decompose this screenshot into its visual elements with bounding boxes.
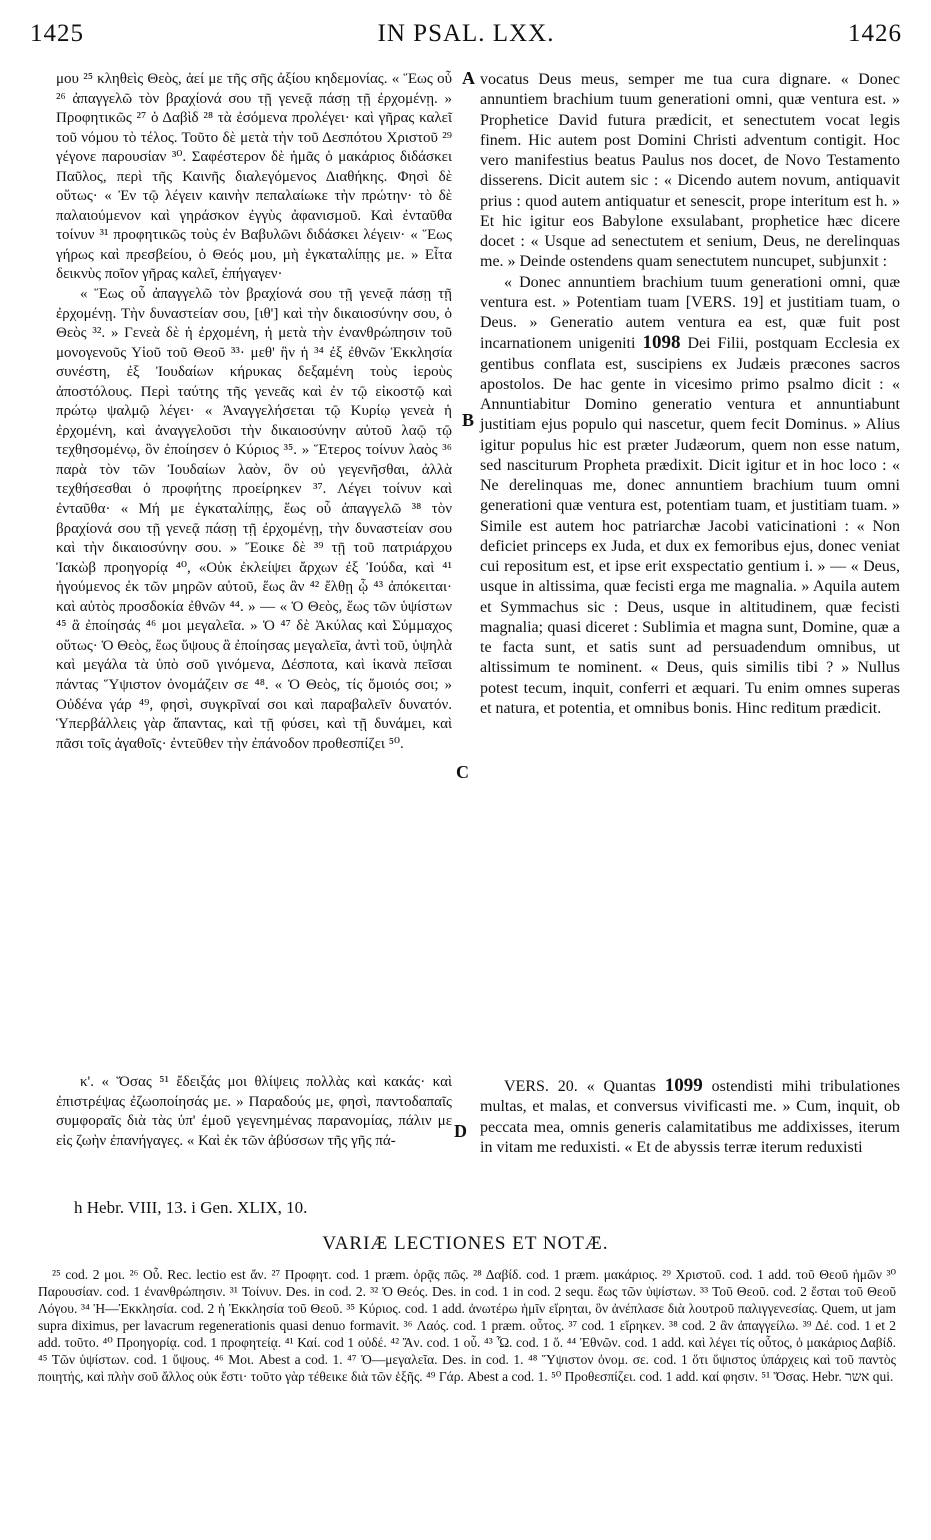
- latin-column-top: [480, 70, 900, 719]
- margin-letter-d: D: [454, 1121, 467, 1141]
- verse-label: VERS. 20.: [504, 1078, 578, 1095]
- running-header: [30, 20, 902, 54]
- greek-column-bottom: [56, 1073, 452, 1151]
- latin-paragraph-2: [480, 273, 900, 720]
- margin-letter-b: B: [462, 410, 475, 430]
- latin-paragraph-3: [480, 1076, 900, 1159]
- variae-heading: VARIÆ LECTIONES ET NOTÆ.: [322, 1233, 609, 1254]
- greek-column-top: [56, 70, 452, 754]
- margin-letter-a: A: [462, 68, 475, 88]
- column-number-1098: 1098: [642, 332, 681, 354]
- latin-paragraph-3b: ostendisti mihi tribulationes multas, et malas, et conversus vivificasti me. » Cum, inquit, ob peccata mea, omnis generis calamitatibus me addixisses, iterum in vitam me reduxisti. « Et de abyssis terræ iterum reduxisti: [480, 1078, 901, 1157]
- latin-paragraph-2-text: « Donec annuntiem brachium tuum generationi omni, quæ ventura est. » Potentiam tuam [VERS. 19] et justitiam tuam, o Deus. » Generatio autem ventura ea est, quæ fuit post incarnationem unigeniti: [480, 273, 900, 353]
- margin-letter-c: C: [456, 762, 469, 782]
- greek-paragraph-3: κ'. « Ὅσας ⁵¹ ἔδειξάς μοι θλίψεις πολλὰς καὶ κακάς· καὶ ἐπιστρέψας ἐζωοποίησάς με. » Παραδούς με, φησὶ, παντοδαπαῖς συμφοραῖς διὰ τὰς ὑπ' ἐμοῦ γεγενημένας παρανομίας, πάλιν με εἰς ζωὴν ἐπανήγαγες. « Καὶ ἐκ τῶν ἀβύσσων τῆς γῆς πά-: [56, 1074, 452, 1149]
- page-number-right: 1426: [848, 20, 902, 47]
- latin-paragraph-2-cont: Dei Filii, postquam Ecclesia ex gentibus conflata est, suscipiens ex Judæis præcones sacros apostolos. De hac gente in vicesimo primo psalmo dicit : « Annuntiabitur Domino generatio ventura et annuntiabunt justitiam ejus populo qui nascetur, quem fecit Dominus. » Alius igitur populus hic est præter Judæorum, quem non esse natum, sed nasciturum Propheta prædixit. Dicit igitur et in hoc loco : « Ne derelinquas me, donec annuntiem brachium tuum omni generationi quæ ventura est, potentiam tuam, et justitiam tuam. » Simile est autem hoc patriarchæ Jacobi vaticinationi : « Non deficiet princeps ex Juda, et dux ex femoribus ejus, donec veniat cui repositum est, et ipse erit exspectatio gentium i. » — « Deus, usque in altissima, quæ fecisti erga me magnalia. » Aquila autem et Symmachus sic : Deus, usque in altitudinem, quæ fecisti magnalia; quasi diceret : Sublimia et magna sunt, Domine, quæ a te facta sunt, et satis sunt ad persuadendum omnibus, ut altissimum te nominent. « Deus, quis similis tibi ? » Nullus potest tecum, inquit, conferri et æquari. Tu enim omnes superas et natura, et potentia, et omnibus bonis. Hinc reditum prædicit.: [480, 335, 901, 717]
- greek-paragraph-2: « Ἕως οὗ ἀπαγγελῶ τὸν βραχίονά σου τῇ γενεᾷ πάσῃ τῇ ἐρχομένῃ. Τὴν δυναστείαν σου, [ιθ'] καὶ τὴν δικαιοσύνην σου, ὁ Θεὸς ³². » Γενεὰ δὲ ἡ ἐρχομένη, ἡ μετὰ τὴν ἐνανθρώπησιν τοῦ μονογενοῦς Υἱοῦ τοῦ Θεοῦ ³³· μεθ' ἣν ἡ ³⁴ ἐξ ἐθνῶν Ἐκκλησία συνέστη, ἐξ Ἰουδαίων κήρυκας δεξαμένη τοὺς ἱεροὺς ἀποστόλους. Περὶ ταύτης τῆς γενεᾶς καὶ ἐν τῷ εἰκοστῷ καὶ πρώτῳ ψαλμῷ λέγει· « Ἀναγγελήσεται τῷ Κυρίῳ γενεὰ ἡ ἐρχομένη, καὶ ἀναγγελοῦσι τὴν δικαιοσύνην αὐτοῦ λαῷ τῷ τεχθησομένῳ, ὃν ἐποίησεν ὁ Κύριος ³⁵. » Ἕτερος τοίνυν λαὸς ³⁶ παρὰ τὸν τῶν Ἰουδαίων λαὸν, ὃν οὐ γεγενῆσθαι, ἀλλὰ τεχθήσεσθαι ὁ προφήτης προείρηκεν ³⁷. Λέγει τοίνυν καὶ ἐνταῦθα· « Μή με ἐγκαταλίπῃς, ἕως οὗ ἀπαγγελῶ ³⁸ τὸν βραχίονά σου τῇ γενεᾷ πάσῃ τῇ ἐρχομένῃ, τὴν δυναστείαν σου καὶ τὴν δικαιοσύνην σου. » Ἔοικε δὲ ³⁹ τῇ τοῦ πατριάρχου Ἰακὼβ προηγορίᾳ ⁴⁰, «Οὐκ ἐκλείψει ἄρχων ἐξ Ἰούδα, καὶ ⁴¹ ἡγούμενος ἐκ τῶν μηρῶν αὐτοῦ, ἕως ἂν ⁴² ἔλθῃ ᾧ ⁴³ ἀπόκειται· καὶ αὐτὸς προσδοκία ἐθνῶν ⁴⁴. » — « Ὁ Θεὸς, ἕως τῶν ὑψίστων ⁴⁵ ἃ ἐποίησάς ⁴⁶ μοι μεγαλεῖα. » Ὁ ⁴⁷ δὲ Ἀκύλας καὶ Σύμμαχος οὕτως· Ὁ Θεὸς, ἕως ὕψους ἃ ἐποίησας μεγαλεῖα, ἀντὶ τοῦ, ὑψηλὰ καὶ μεγάλα τὰ ὑπὸ σοῦ γινόμενα, Δέσποτα, καὶ ἱκανὰ πεῖσαι πάντας Ὕψιστον ὀνομάζειν σε ⁴⁸. « Ὁ Θεὸς, τίς ὅμοιός σοι; » Οὐδένα γάρ ⁴⁹, φησὶ, συγκρῖναί σοι καὶ παραβαλεῖν δυνατόν. Ὑπερβάλλεις γὰρ ἅπαντας, καὶ τῇ φύσει, καὶ τῇ δυνάμει, καὶ πᾶσι τοῖς ἀγαθοῖς· ἐντεῦθεν τὴν ἐπάνοδον προθεσπίζει ⁵⁰.: [56, 286, 452, 752]
- greek-paragraph-1: μου ²⁵ κληθεὶς Θεὸς, ἀεί με τῆς σῆς ἀξίου κηδεμονίας. « Ἕως οὗ ²⁶ ἀπαγγελῶ τὸν βραχίονά σου τῇ γενεᾷ πάσῃ τῇ ἐρχομένῃ. » Προφητικῶς ²⁷ ὁ Δαβὶδ ²⁸ τὰ ἐσόμενα προλέγει· καὶ γῆρας καλεῖ τοῦ νόμου τὸ τέλος. Τοῦτο δὲ μετὰ τὴν τοῦ Δεσπότου Χριστοῦ ²⁹ γέγονε παρουσίαν ³⁰. Σαφέστερον δὲ ἡμᾶς ὁ μακάριος διδάσκει Παῦλος, περὶ τῆς Καινῆς διαλεγόμενος Διαθήκης. Φησὶ δὲ οὕτως· « Ἐν τῷ λέγειν καινὴν πεπαλαίωκε τὴν πρώτην· τὸ δὲ παλαιούμενον καὶ γηράσκον ἐγγὺς ἀφανισμοῦ. Καὶ ἐνταῦθα τοίνυν ³¹ προφητικῶς τοὺς ἐν Βαβυλῶνι διδάσκει λέγειν· « Ἕως γήρως καὶ πρεσβείου, ὁ Θεός μου, μὴ ἐγκαταλίπῃς με. » Εἶτα δεικνὺς ποῖον γῆρας καλεῖ, ἐπήγαγεν·: [56, 71, 452, 283]
- page-number-left: 1425: [30, 20, 84, 47]
- latin-paragraph-1: vocatus Deus meus, semper me tua cura dignare. « Donec annuntiem brachium tuum generationi omni, quæ ventura est. » Prophetice David futura prædicit, et senectutem vocat legis finem. Hic autem post Domini Christi adventum contigit. Hoc vero manifestius beatus Paulus nos docet, de Novo Testamento disserens. Dicit autem sic : « Dicendo autem novum, antiquavit prius : quod autem antiquatur et senescit, prope interitum est h. » Et hic igitur eos Babylone exsulabant, prophetice hæc dicere docet : « Usque ad senectutem et senium, Deus, ne derelinquas me. » Deinde ostendens quam senectutem nuncupet, subjunxit :: [480, 71, 900, 271]
- variae-notes: [38, 1266, 896, 1385]
- latin-column-bottom: [480, 1076, 900, 1159]
- variae-notes-text: ²⁵ cod. 2 μοι. ²⁶ Οὗ. Rec. lectio est ἄν. ²⁷ Προφητ. cod. 1 præm. ὁρᾷς πῶς. ²⁸ Δαβίδ. cod. 1 præm. μακάριος. ²⁹ Χριστοῦ. cod. 1 add. τοῦ Θεοῦ ἡμῶν ³⁰ Παρουσίαν. cod. 1 ἐνανθρώπησιν. ³¹ Τοίνυν. Des. in cod. 2. ³² Ὁ Θεός. Des. in cod. 1 in cod. 2 sequ. ἕως τῶν ὑψίστων. ³³ Τοῦ Θεοῦ. cod. 2 ἔσται τοῦ Θεοῦ Λόγου. ³⁴ Ἡ—Ἐκκλησία. cod. 2 ἡ Ἐκκλησία τοῦ Θεοῦ. ³⁵ Κύριος. cod. 1 add. ἀνωτέρω ἡμῖν εἴρηται, ὃν ἀνέπλασε διὰ λουτροῦ παλιγγενεσίας. Quem, ut jam supra diximus, per lavacrum regenerationis quasi denuo formavit. ³⁶ Λαός. cod. 1 præm. οὗτος. ³⁷ cod. 1 εἴρηκεν. ³⁸ cod. 2 ἂν ἀπαγγείλω. ³⁹ Δέ. cod. 1 et 2 add. τοῦτο. ⁴⁰ Προηγορίᾳ. cod. 1 προφητείᾳ. ⁴¹ Καί. cod 1 οὐδέ. ⁴² Ἄν. cod. 1 οὗ. ⁴³ Ὧ. cod. 1 ὅ. ⁴⁴ Ἐθνῶν. cod. 1 add. καὶ λέγει τίς οὗτος, ὁ μακάριος Δαβίδ. ⁴⁵ Τῶν ὑψίστων. cod. 1 ὕψους. ⁴⁶ Μοι. Abest a cod. 1. ⁴⁷ Ὁ—μεγαλεῖα. Des. in cod. 1. ⁴⁸ Ὕψιστον ὀνομ. σε. cod. 1 ὅτι ὕψιστος ὑπάρχεις καὶ τοῦ παντὸς ποιητής, καὶ πλὴν σοῦ ἄλλος οὐκ ἔστι· τοῦτο γὰρ τέθεικε διὰ τῶν ἑξῆς. ⁴⁹ Γάρ. Abest a cod. 1. ⁵⁰ Προθεσπίζει. cod. 1 add. καί φησιν. ⁵¹ Ὅσας. Hebr. אשר qui.: [38, 1267, 896, 1384]
- latin-paragraph-3a: « Quantas: [586, 1078, 656, 1095]
- footnotes: h Hebr. VIII, 13. i Gen. XLIX, 10.: [74, 1198, 308, 1217]
- running-title: IN PSAL. LXX.: [377, 20, 555, 47]
- column-number-1099: 1099: [664, 1075, 703, 1096]
